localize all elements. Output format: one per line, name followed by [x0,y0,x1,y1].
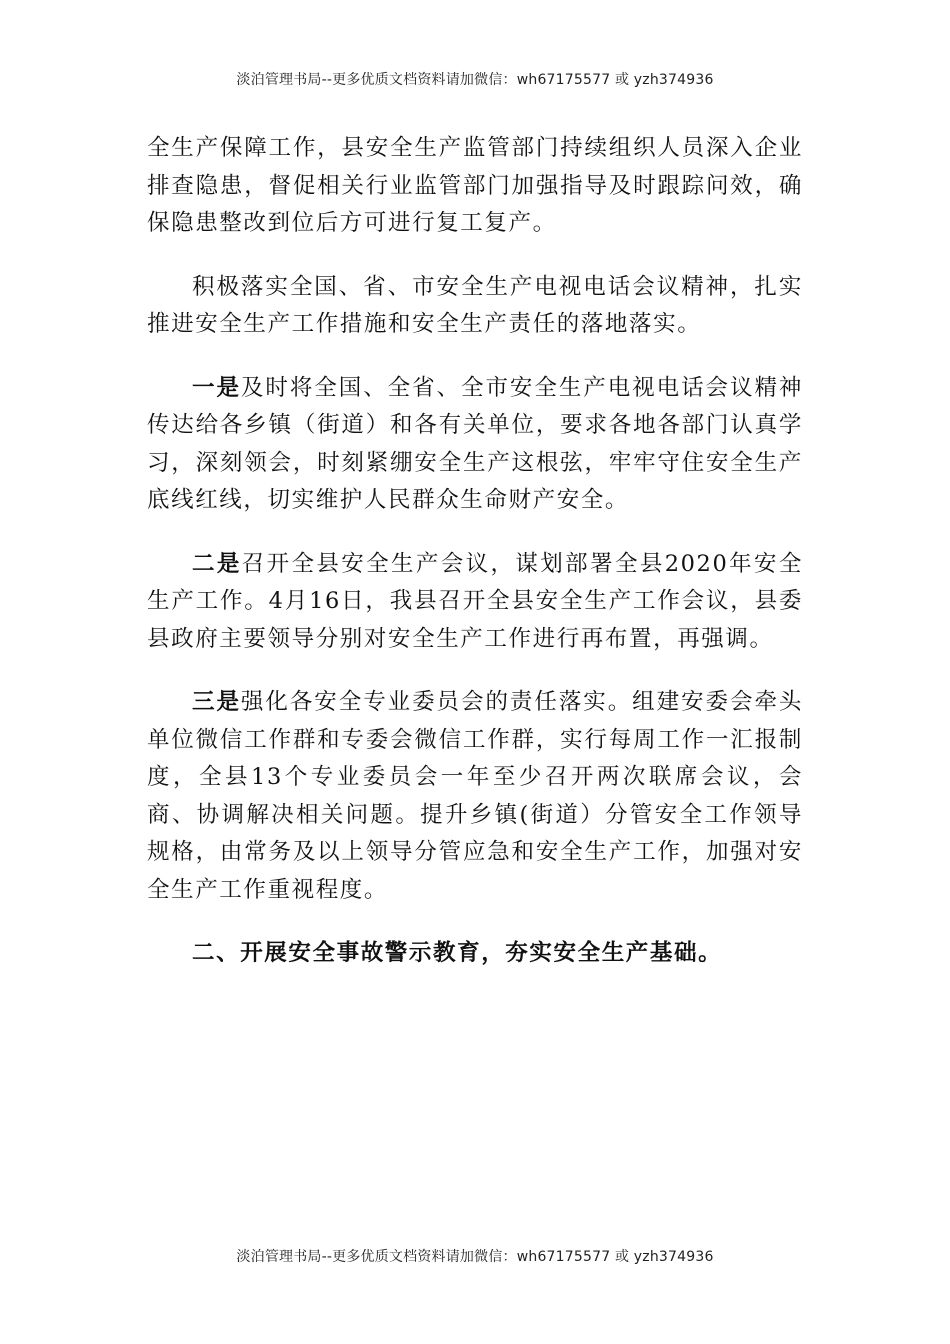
document-body [147,130,803,973]
paragraph-text: 全生产保障工作，县安全生产监管部门持续组织人员深入企业排查隐患，督促相关行业监管部门加强指导及时跟踪问效，确保隐患整改到位后方可进行复工复产。 [147,135,803,236]
point-lead: 二是 [192,550,242,577]
paragraph-text: 强化各安全专业委员会的责任落实。组建安委会牵头单位微信工作群和专委会微信工作群，实行每周工作一汇报制度，全县13个专业委员会一年至少召开两次联席会议，会商、协调解决相关问题。提升乡镇(街道）分管安全工作领导规格，由常务及以上领导分管应急和安全生产工作，加强对安全生产工作重视程度。 [147,689,804,903]
point-lead: 三是 [192,689,241,715]
page-footer: 淡泊管理书局--更多优质文档资料请加微信：wh67175577 或 yzh374936 [236,1249,714,1265]
paragraph-continuation [147,130,803,243]
paragraph-text: 积极落实全国、省、市安全生产电视电话会议精神，扎实推进安全生产工作措施和安全生产责任的落地落实。 [147,273,803,337]
section-heading: 二、开展安全事故警示教育，夯实安全生产基础。 [192,940,723,966]
paragraph-point-3 [147,684,803,909]
paragraph-text: 召开全县安全生产会议，谋划部署全县2020年安全生产工作。4月16日，我县召开全县安全生产工作会议，县委县政府主要领导分别对安全生产工作进行再布置，再强调。 [147,550,803,652]
paragraph-point-1 [147,370,803,520]
page-header: 淡泊管理书局--更多优质文档资料请加微信：wh67175577 或 yzh374936 [236,72,714,88]
paragraph-text: 及时将全国、全省、全市安全生产电视电话会议精神传达给各乡镇（街道）和各有关单位，要求各地各部门认真学习，深刻领会，时刻紧绷安全生产这根弦，牢牢守住安全生产底线红线，切实维护人民群众生命财产安全。 [147,374,804,513]
paragraph-intro [147,269,803,344]
point-lead: 一是 [192,374,241,401]
paragraph-point-2 [147,546,803,659]
